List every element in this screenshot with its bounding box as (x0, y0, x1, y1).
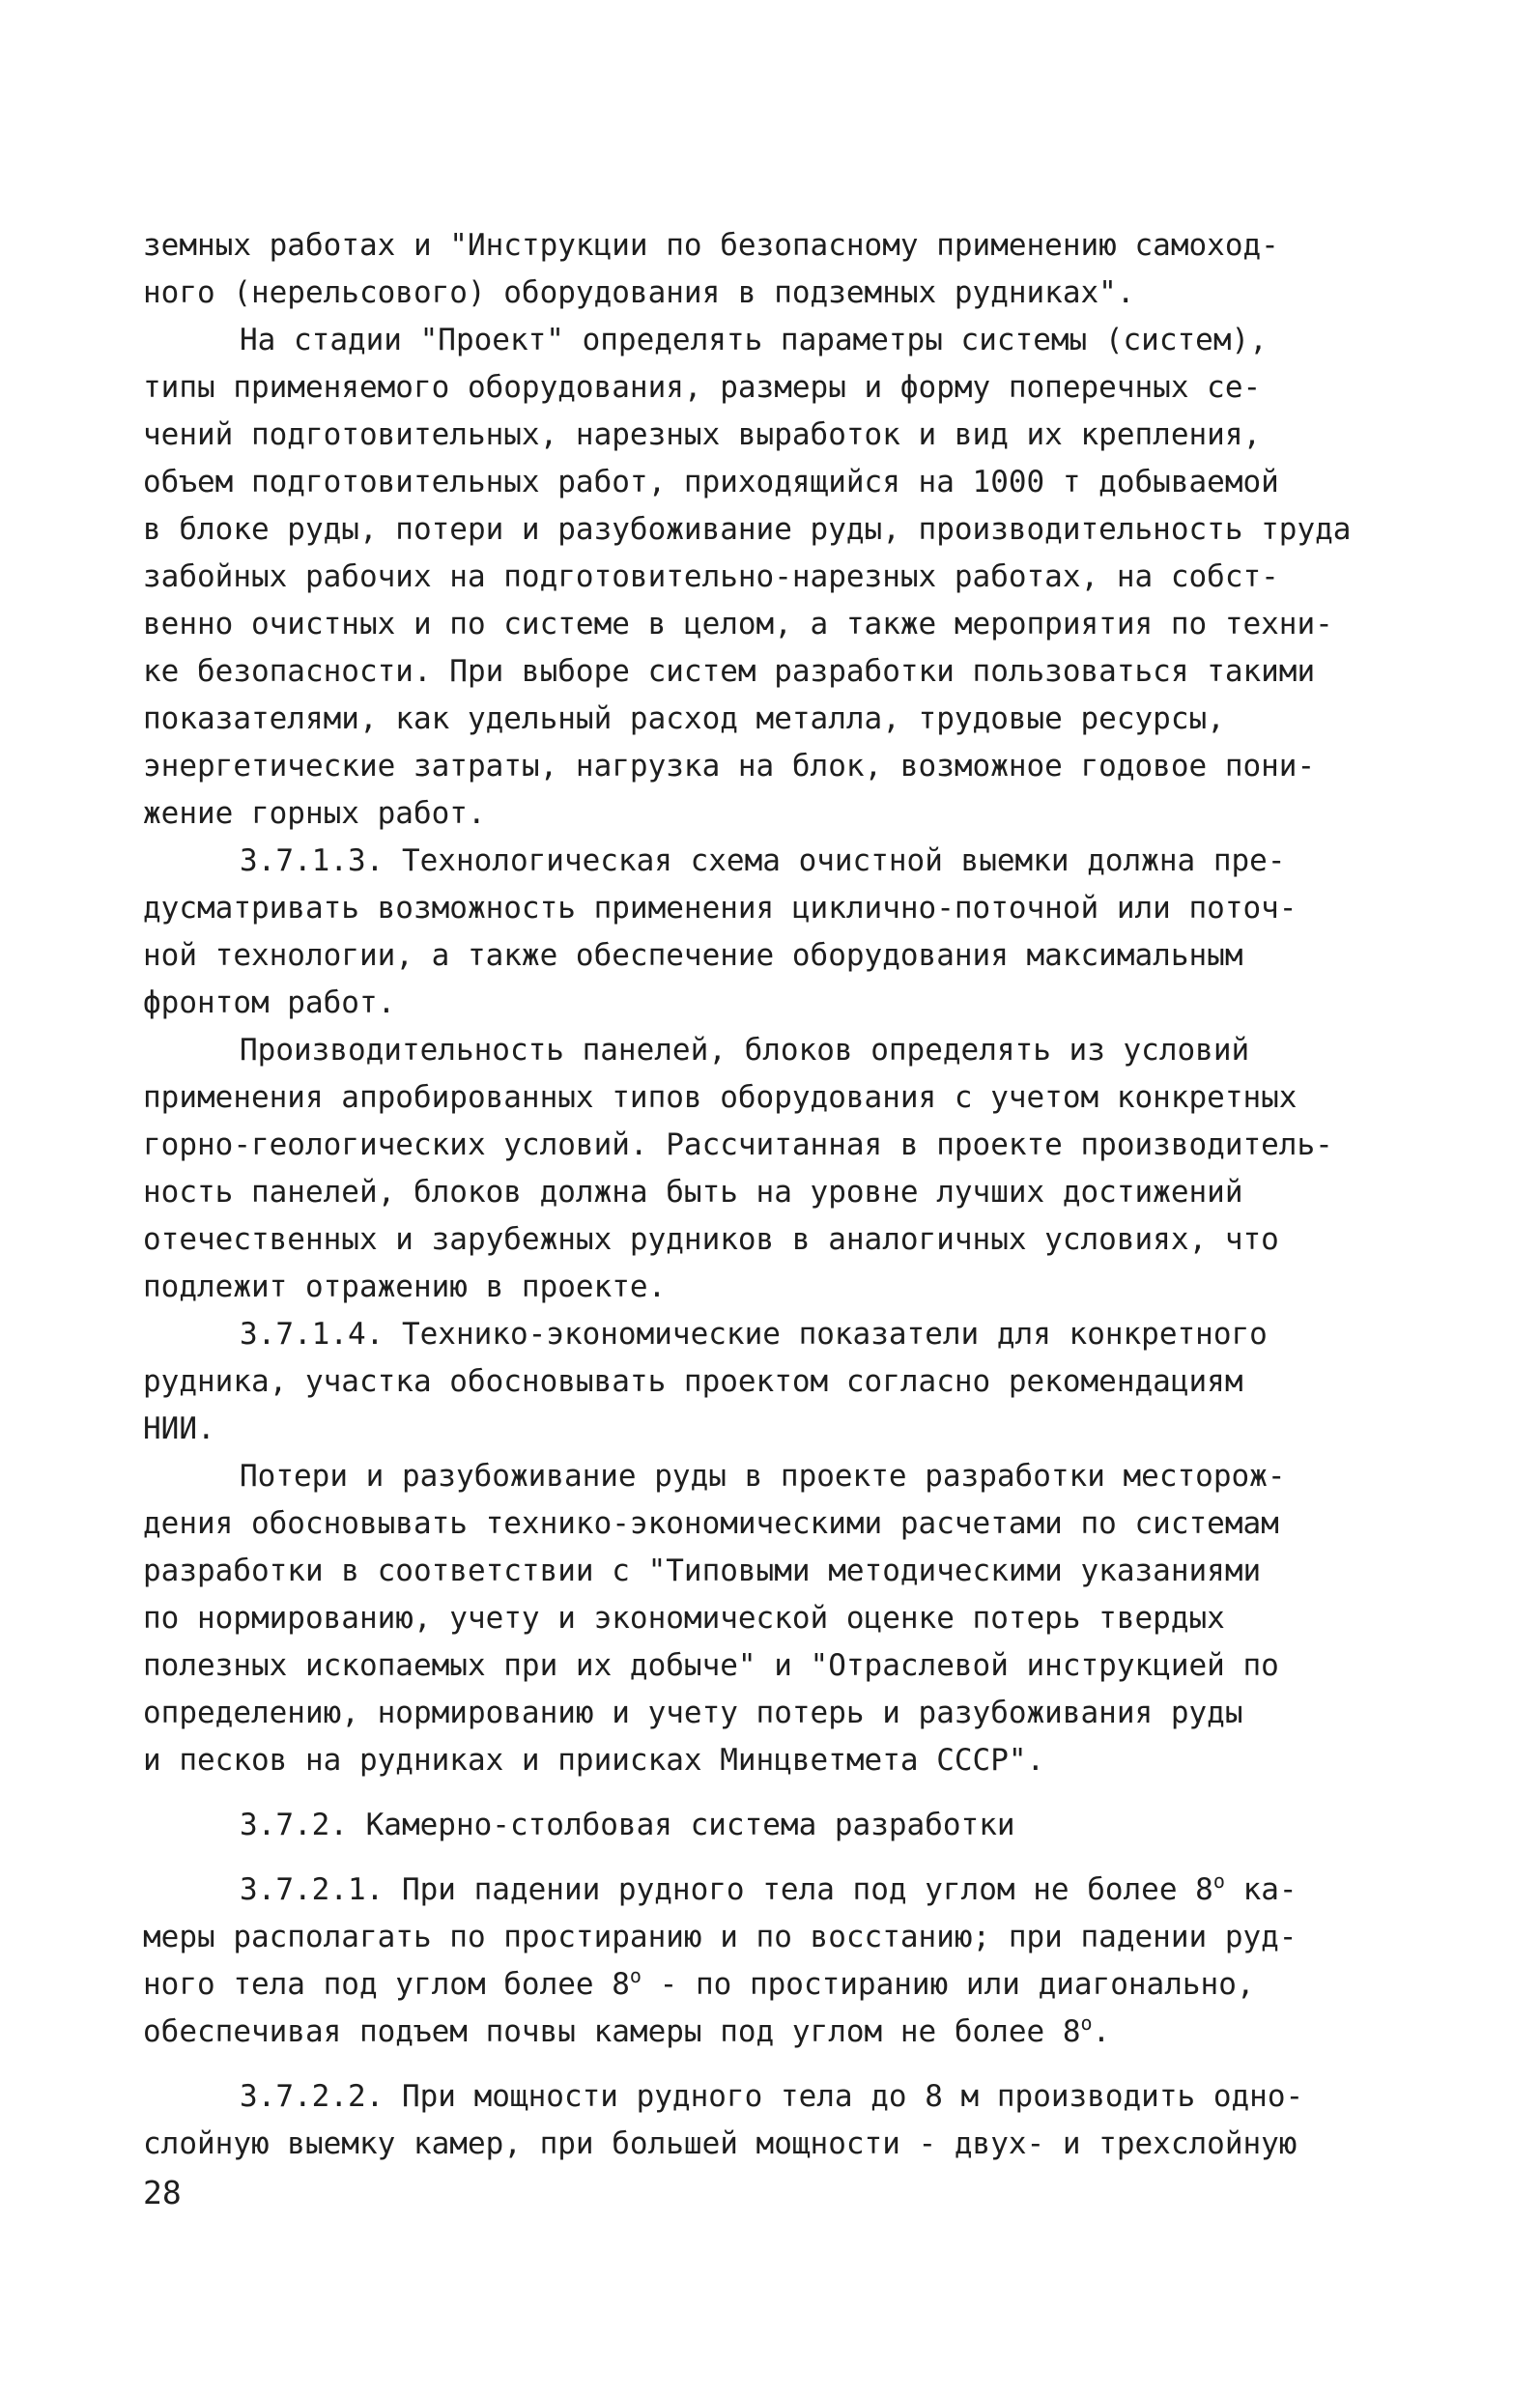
text-line: отечественных и зарубежных рудников в аналогичных условиях, что (143, 1222, 1279, 1257)
text-line (143, 2009, 1438, 2056)
text-line: разработки в соответствии с "Типовыми методическими указаниями (143, 1554, 1262, 1588)
text-fragment: 3.7.2.1. При падении рудного тела под углом не более 8 (240, 1872, 1213, 1907)
text-line: жение горных работ. (143, 796, 486, 831)
text-line: и песков на рудниках и приисках Минцветмета СССР". (143, 1743, 1045, 1778)
text-line: ной технологии, а также обеспечение оборудования максимальным (143, 938, 1243, 973)
text-fragment: ного тела под углом более 8 (143, 1967, 630, 2002)
text-fragment: . (1092, 2014, 1111, 2049)
text-line: в блоке руды, потери и разубоживание руды, производительность труда (143, 512, 1352, 547)
text-line: энергетические затраты, нагрузка на блок, возможное годовое пони- (143, 749, 1316, 784)
body-text (143, 222, 1438, 2168)
text-line: слойную выемку камер, при большей мощности - двух- и трехслойную (143, 2126, 1298, 2161)
text-line: забойных рабочих на подготовительно-нарезных работах, на собст- (143, 559, 1279, 594)
text-line: применения апробированных типов оборудования с учетом конкретных (143, 1080, 1298, 1115)
text-line: рудника, участка обосновывать проектом согласно рекомендациям (143, 1364, 1243, 1399)
text-line: земных работах и "Инструкции по безопасному применению самоход- (143, 228, 1279, 263)
section-3-7-1-4: 3.7.1.4. Технико-экономические показатели для конкретного (240, 1317, 1268, 1352)
text-line: горно-геологических условий. Рассчитанная в проекте производитель- (143, 1127, 1333, 1162)
text-line: по нормированию, учету и экономической оценке потерь твердых (143, 1601, 1225, 1636)
text-line: ность панелей, блоков должна быть на уровне лучших достижений (143, 1175, 1243, 1210)
text-line: ного (нерельсового) оборудования в подземных рудниках". (143, 275, 1135, 310)
spacer (143, 2056, 1438, 2073)
text-line: ке безопасности. При выборе систем разработки пользоваться такими (143, 654, 1316, 689)
text-line: фронтом работ. (143, 985, 396, 1020)
text-line: типы применяемого оборудования, размеры и форму поперечных се- (143, 370, 1262, 405)
text-line: объем подготовительных работ, приходящийся на 1000 т добываемой (143, 465, 1279, 499)
text-line: показателями, как удельный расход металла, трудовые ресурсы, (143, 701, 1225, 736)
text-line: НИИ. (143, 1411, 215, 1446)
degree-superscript: о (629, 1964, 642, 1987)
degree-superscript: о (1212, 1869, 1225, 1893)
text-line: дусматривать возможность применения циклично-поточной или поточ- (143, 891, 1298, 926)
section-3-7-2-1 (143, 1867, 1438, 1914)
text-line: чений подготовительных, нарезных выработок и вид их крепления, (143, 417, 1262, 452)
section-3-7-2-2: 3.7.2.2. При мощности рудного тела до 8 м производить одно- (240, 2079, 1304, 2114)
text-line: подлежит отражению в проекте. (143, 1269, 667, 1304)
paragraph-start: На стадии "Проект" определять параметры системы (систем), (240, 323, 1268, 357)
degree-superscript: о (1080, 2011, 1093, 2035)
text-line (143, 1961, 1438, 2009)
page-number: 28 (143, 2174, 182, 2211)
paragraph-start: Производительность панелей, блоков определять из условий (240, 1033, 1250, 1068)
spacer (143, 1849, 1438, 1867)
text-line: венно очистных и по системе в целом, а также мероприятия по техни- (143, 607, 1333, 642)
text-line: меры располагать по простиранию и по восстанию; при падении руд- (143, 1920, 1298, 1954)
text-line: дения обосновывать технико-экономическими расчетами по системам (143, 1506, 1279, 1541)
paragraph-start: Потери и разубоживание руды в проекте разработки месторож- (240, 1459, 1286, 1494)
text-line: полезных ископаемых при их добыче" и "Отраслевой инструкцией по (143, 1648, 1279, 1683)
section-3-7-1-3: 3.7.1.3. Технологическая схема очистной выемки должна пре- (240, 843, 1286, 878)
section-heading-3-7-2: 3.7.2. Камерно-столбовая система разработки (240, 1808, 1015, 1842)
text-fragment: - по простиранию или диагонально, (641, 1967, 1255, 2002)
text-fragment: ка- (1242, 1872, 1298, 1907)
spacer (143, 1784, 1438, 1802)
text-line: определению, нормированию и учету потерь и разубоживания руды (143, 1696, 1243, 1730)
text-fragment: обеспечивая подъем почвы камеры под углом не более 8 (143, 2014, 1081, 2049)
